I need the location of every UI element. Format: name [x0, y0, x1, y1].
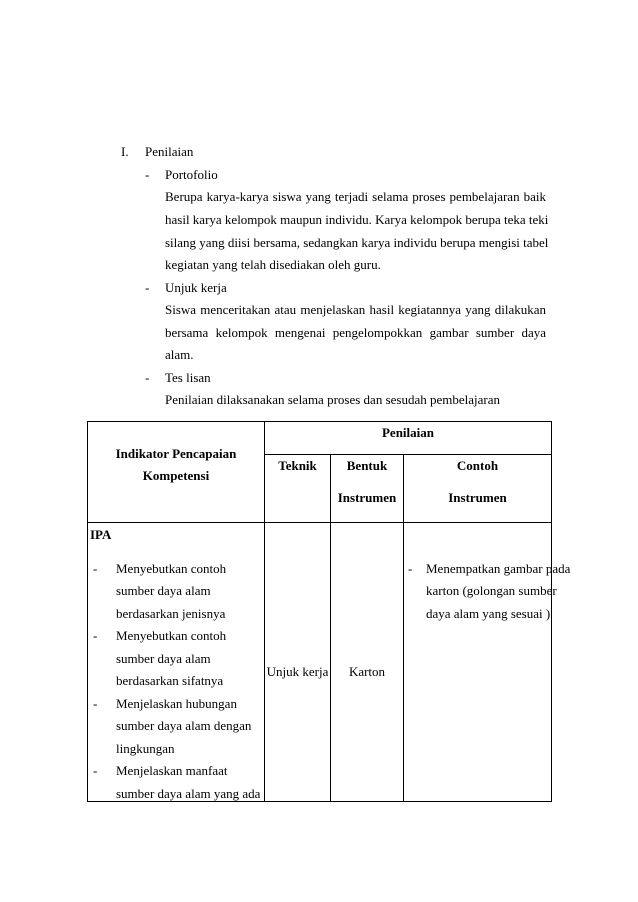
item-text-line: Berupa karya-karya siswa yang terjadi selama proses pembelajaran baik [165, 189, 546, 204]
item-bullet: - [145, 167, 150, 182]
indicator-line: Menjelaskan manfaat [116, 763, 228, 778]
subject-label: IPA [90, 527, 112, 542]
indicator-bullet: - [93, 696, 98, 711]
header-bentuk: Bentuk [346, 458, 388, 473]
item-bullet: - [145, 370, 150, 385]
item-text-line: alam. [165, 347, 194, 362]
indicator-bullet: - [93, 628, 98, 643]
item-bullet: - [145, 280, 150, 295]
contoh-line: Menempatkan gambar pada [426, 561, 571, 576]
indicator-line: Menyebutkan contoh [116, 628, 227, 643]
header-teknik: Teknik [278, 458, 317, 473]
table-col-divider [403, 454, 404, 802]
bentuk-value: Karton [348, 664, 386, 679]
item-heading-tes-lisan: Tes lisan [165, 370, 211, 385]
header-indikator: Indikator Pencapaian [115, 446, 237, 461]
section-number: I. [121, 144, 129, 159]
indicator-line: sumber daya alam [116, 583, 211, 598]
indicator-line: Menjelaskan hubungan [116, 696, 237, 711]
table-col-divider [330, 454, 331, 802]
indicator-line: berdasarkan jenisnya [116, 606, 226, 621]
header-contoh: Contoh [456, 458, 499, 473]
header-penilaian: Penilaian [381, 425, 434, 440]
item-text-line: silang yang diisi bersama, sedangkan karya individu berupa mengisi tabel [165, 235, 549, 250]
table-header-divider [264, 454, 552, 455]
item-text-line: hasil karya kelompok maupun individu. Karya kelompok berupa teka teki [165, 212, 549, 227]
indicator-line: sumber daya alam [116, 651, 211, 666]
indicator-bullet: - [93, 763, 98, 778]
table-border-top [87, 421, 552, 422]
contoh-line: karton (golongan sumber [426, 583, 557, 598]
header-indikator: Kompetensi [142, 468, 210, 483]
teknik-value: Unjuk kerja [266, 664, 329, 679]
item-text-line: bersama kelompok mengenai pengelompokkan gambar sumber daya [165, 325, 546, 340]
section-title: Penilaian [145, 144, 194, 159]
indicator-line: berdasarkan sifatnya [116, 673, 224, 688]
table-header-bottom [87, 522, 552, 523]
indicator-line: lingkungan [116, 741, 175, 756]
item-heading-unjuk-kerja: Unjuk kerja [165, 280, 227, 295]
item-heading-portofolio: Portofolio [165, 167, 218, 182]
item-text-line: kegiatan yang telah disediakan oleh guru. [165, 257, 381, 272]
header-bentuk: Instrumen [337, 490, 397, 505]
table-col-divider [264, 421, 265, 802]
header-contoh: Instrumen [448, 490, 507, 505]
item-text-line: Penilaian dilaksanakan selama proses dan sesudah pembelajaran [165, 392, 500, 407]
indicator-line: sumber daya alam dengan [116, 718, 252, 733]
table-border-right [551, 421, 552, 802]
contoh-line: daya alam yang sesuai ) [426, 606, 551, 621]
contoh-bullet: - [408, 561, 413, 576]
item-text-line: Siswa menceritakan atau menjelaskan hasil kegiatannya yang dilakukan [165, 302, 546, 317]
indicator-bullet: - [93, 561, 98, 576]
indicator-line: sumber daya alam yang ada [116, 786, 261, 801]
indicator-line: Menyebutkan contoh [116, 561, 227, 576]
